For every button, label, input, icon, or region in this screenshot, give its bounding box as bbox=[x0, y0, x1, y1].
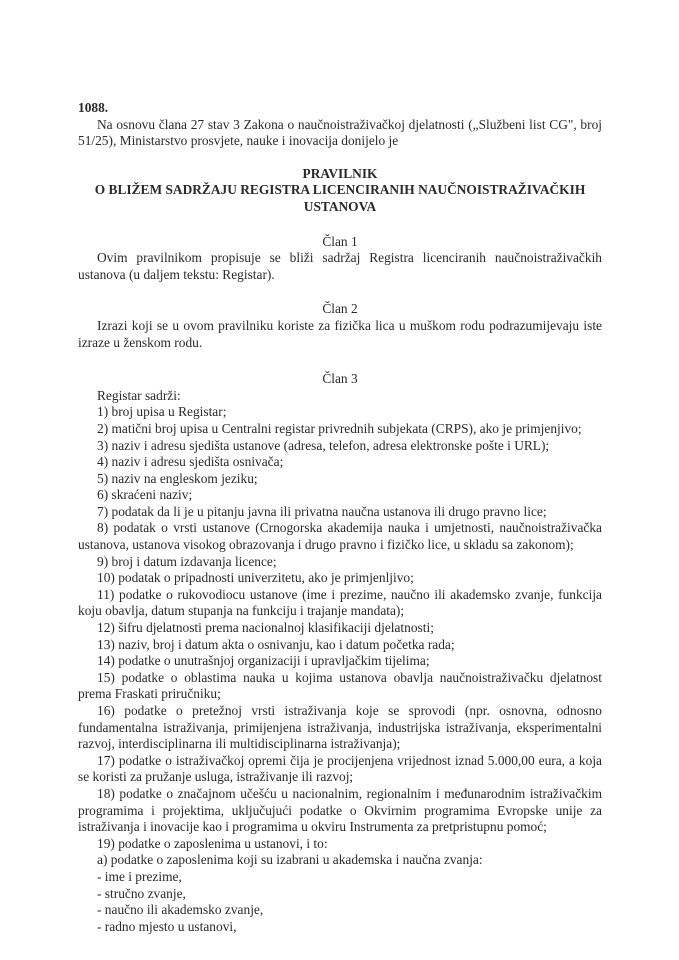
dash-item: - ime i prezime, bbox=[97, 868, 182, 884]
list-item: 14) podatke o unutrašnjoj organizaciji i upravljačkim tijelima; bbox=[97, 653, 430, 669]
list-item: 1) broj upisa u Registar; bbox=[97, 404, 227, 420]
list-item: 13) naziv, broj i datum akta o osnivanju, kao i datum početka rada; bbox=[97, 636, 455, 652]
list-item: 12) šifru djelatnosti prema nacionalnoj klasifikaciji djelatnosti; bbox=[97, 620, 434, 636]
list-item: 10) podatak o pripadnosti univerzitetu, ako je primjenljivo; bbox=[97, 570, 414, 586]
document-number: 1088. bbox=[78, 100, 109, 115]
article-3-items bbox=[78, 404, 602, 935]
article-2-heading: Član 2 bbox=[322, 301, 358, 317]
list-item: 11) podatke o rukovodiocu ustanove (ime i prezime, naučno ili akademsko zvanje, funkcija koju obavlja, datum stupanja na funkciju i trajanje mandata); bbox=[78, 586, 602, 619]
list-item: 2) matični broj upisa u Centralni registar privrednih subjekata (CRPS), ako je primjenjivo; bbox=[97, 420, 582, 436]
list-item: 9) broj i datum izdavanja licence; bbox=[97, 553, 277, 569]
list-item: 3) naziv i adresu sjedišta ustanove (adresa, telefon, adresa elektronske pošte i URL); bbox=[97, 437, 550, 453]
dash-item: - radno mjesto u ustanovi, bbox=[97, 918, 237, 934]
list-item: 7) podatak da li je u pitanju javna ili privatna naučna ustanova ili drugo pravno lice; bbox=[97, 503, 547, 519]
list-item: 8) podatak o vrsti ustanove (Crnogorska akademija nauka i umjetnosti, naučnoistraživačka ustanova, ustanova visokog obrazovanja i drugo pravno i fizičko lice, u skladu sa zakonom); bbox=[78, 520, 602, 553]
title-line-1: PRAVILNIK bbox=[302, 165, 378, 181]
dash-item: - stručno zvanje, bbox=[97, 885, 186, 901]
document-title bbox=[78, 166, 602, 216]
sub-item-a: a) podatke o zaposlenima koji su izabrani u akademska i naučna zvanja: bbox=[97, 852, 483, 868]
list-item: 5) naziv na engleskom jeziku; bbox=[97, 470, 258, 486]
title-line-3: USTANOVA bbox=[303, 198, 377, 214]
document-page bbox=[78, 100, 602, 935]
preamble: Na osnovu člana 27 stav 3 Zakona o naučnoistraživačkoj djelatnosti („Službeni list CG", broj 51/25), Ministarstvo prosvjete, nauke i inovacija donijelo je bbox=[78, 116, 602, 149]
list-item: 16) podatke o pretežnoj vrsti istraživanja koje se sprovodi (npr. osnovna, odnosno fundamentalna istraživanja, primijenjena istraživanja, industrijska istraživanja, eksperimentalni razvoj, interdisciplinarna ili multidisciplinarna istraživanja); bbox=[78, 703, 602, 752]
article-1-heading: Član 1 bbox=[322, 233, 358, 249]
list-item: 6) skraćeni naziv; bbox=[97, 487, 193, 503]
list-item: 18) podatke o značajnom učešću u nacionalnim, regionalnim i međunarodnim istraživačkim programima i projektima, uključujući podatke o Okvirnim programima Evropske unije za istraživanja i inovacije kao i programima u okviru Instrumenta za pretpristupnu pomoć; bbox=[78, 785, 602, 835]
list-item: 19) podatke o zaposlenima u ustanovi, i to: bbox=[97, 835, 328, 851]
list-item: 4) naziv i adresu sjedišta osnivača; bbox=[97, 454, 284, 470]
list-item: 15) podatke o oblastima nauka u kojima ustanova obavlja naučnoistraživačku djelatnost prema Fraskati priručniku; bbox=[78, 669, 602, 702]
article-1-text: Ovim pravilnikom propisuje se bliži sadržaj Registra licenciranih naučnoistraživačkih ustanova (u daljem tekstu: Registar). bbox=[78, 250, 602, 282]
dash-item: - naučno ili akademsko zvanje, bbox=[97, 902, 264, 918]
list-item: 17) podatke o istraživačkoj opremi čija je procijenjena vrijednost iznad 5.000,00 eura, a koja se koristi za pružanje usluga, istraživanje ili razvoj; bbox=[78, 752, 602, 785]
title-line-2: O BLIŽEM SADRŽAJU REGISTRA LICENCIRANIH NAUČNOISTRAŽIVAČKIH bbox=[94, 182, 586, 198]
article-3-heading: Član 3 bbox=[322, 371, 358, 387]
article-2-text: Izrazi koji se u ovom pravilniku koriste za fizička lica u muškom rodu podrazumijevaju iste izraze u ženskom rodu. bbox=[78, 317, 602, 350]
article-3-intro: Registar sadrži: bbox=[97, 387, 181, 403]
